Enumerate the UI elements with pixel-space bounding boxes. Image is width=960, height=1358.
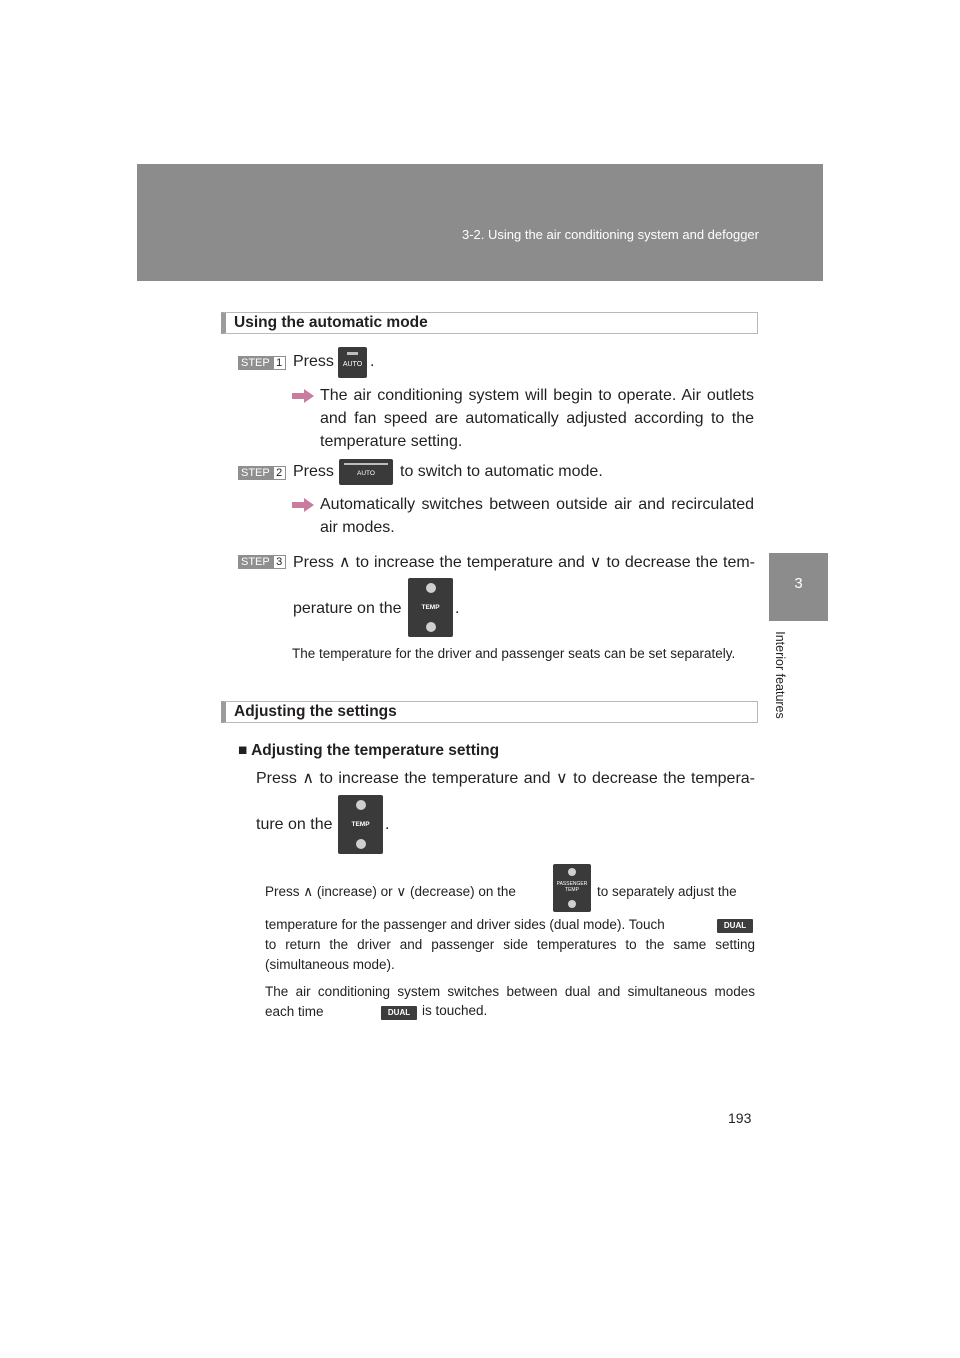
- step-3-line1: Press ∧ to increase the temperature and ∨ to decrease the tem-: [293, 554, 755, 571]
- header-band: [137, 164, 823, 281]
- chevron-up-icon: [426, 583, 436, 593]
- auto-recirculation-button-icon: [339, 459, 393, 485]
- step-word: STEP: [238, 356, 273, 370]
- dual-button-icon: [717, 917, 753, 935]
- passenger-temp-icon-label: PASSENGER TEMP: [556, 881, 588, 893]
- step-3-badge: [238, 555, 286, 569]
- step-number: 1: [273, 356, 286, 370]
- chevron-down-icon: [356, 839, 366, 849]
- chapter-tab: [769, 553, 828, 621]
- indicator-light-icon: [347, 352, 358, 355]
- chapter-number: 3: [794, 575, 803, 592]
- dual-label: DUAL: [381, 1006, 417, 1020]
- chevron-up-icon: [356, 800, 366, 810]
- note-1-line2: temperature for the passenger and driver sides (dual mode). Touch: [265, 917, 665, 932]
- chevron-up-icon: [568, 868, 576, 876]
- temp-switch-icon: [338, 795, 383, 854]
- step-1-period: .: [370, 353, 375, 370]
- section-title-adjusting-settings: [221, 701, 758, 723]
- step-word: STEP: [238, 466, 273, 480]
- step-2-result: Automatically switches between outside air and recirculated air modes.: [320, 496, 754, 536]
- chapter-label: Interior features: [773, 631, 787, 719]
- section-title-text: Using the automatic mode: [234, 314, 428, 331]
- step-1-result: The air conditioning system will begin to operate. Air outlets and fan speed are automatically adjusted according to the temperature setting.: [320, 387, 754, 450]
- auto-button-icon: [338, 347, 367, 378]
- step-1-badge: [238, 356, 286, 370]
- step-2-badge: [238, 466, 286, 480]
- dual-button-icon: [381, 1004, 417, 1022]
- result-arrow-icon: [292, 498, 314, 512]
- step-3-line2: perature on the: [293, 600, 402, 617]
- note-1-start: Press ∧ (increase) or ∨ (decrease) on the: [265, 884, 516, 899]
- step-number: 2: [273, 466, 286, 480]
- sub-heading-temperature: ■ Adjusting the temperature setting: [238, 742, 500, 759]
- section-title-automatic-mode: [221, 312, 758, 334]
- section-2-line1: Press ∧ to increase the temperature and ∨ to decrease the tempera-: [256, 770, 755, 787]
- note-2-start: The air conditioning system switches between dual and simultaneous modes each time: [265, 984, 755, 1019]
- step-3-note: The temperature for the driver and passenger seats can be set separately.: [292, 646, 736, 661]
- note-1-end: to separately adjust the: [597, 884, 737, 899]
- temp-icon-label: TEMP: [351, 821, 370, 828]
- dual-label: DUAL: [717, 919, 753, 933]
- step-1-press: Press: [293, 353, 334, 370]
- result-arrow-icon: [292, 389, 314, 403]
- auto-icon-label: AUTO: [357, 470, 375, 477]
- chevron-down-icon: [426, 622, 436, 632]
- section-title-text: Adjusting the settings: [234, 703, 397, 720]
- auto-icon-label: AUTO: [342, 361, 363, 368]
- section-2-period: .: [385, 816, 390, 833]
- header-title: 3-2. Using the air conditioning system and defogger: [461, 227, 759, 242]
- step-word: STEP: [238, 555, 273, 569]
- section-2-line2: ture on the: [256, 816, 333, 833]
- indicator-light-icon: [344, 463, 388, 465]
- step-2-tail: to switch to automatic mode.: [400, 463, 603, 480]
- temp-icon-label: TEMP: [421, 604, 440, 611]
- passenger-temp-switch-icon: [553, 864, 591, 912]
- temp-switch-icon: [408, 578, 453, 637]
- chevron-down-icon: [568, 900, 576, 908]
- note-2-end: is touched.: [422, 1003, 488, 1018]
- note-1-rest: to return the driver and passenger side temperatures to the same setting (simultaneous mode).: [265, 937, 755, 972]
- step-3-period: .: [455, 600, 460, 617]
- page-number: 193: [728, 1110, 752, 1126]
- step-2-press: Press: [293, 463, 334, 480]
- step-number: 3: [273, 555, 286, 569]
